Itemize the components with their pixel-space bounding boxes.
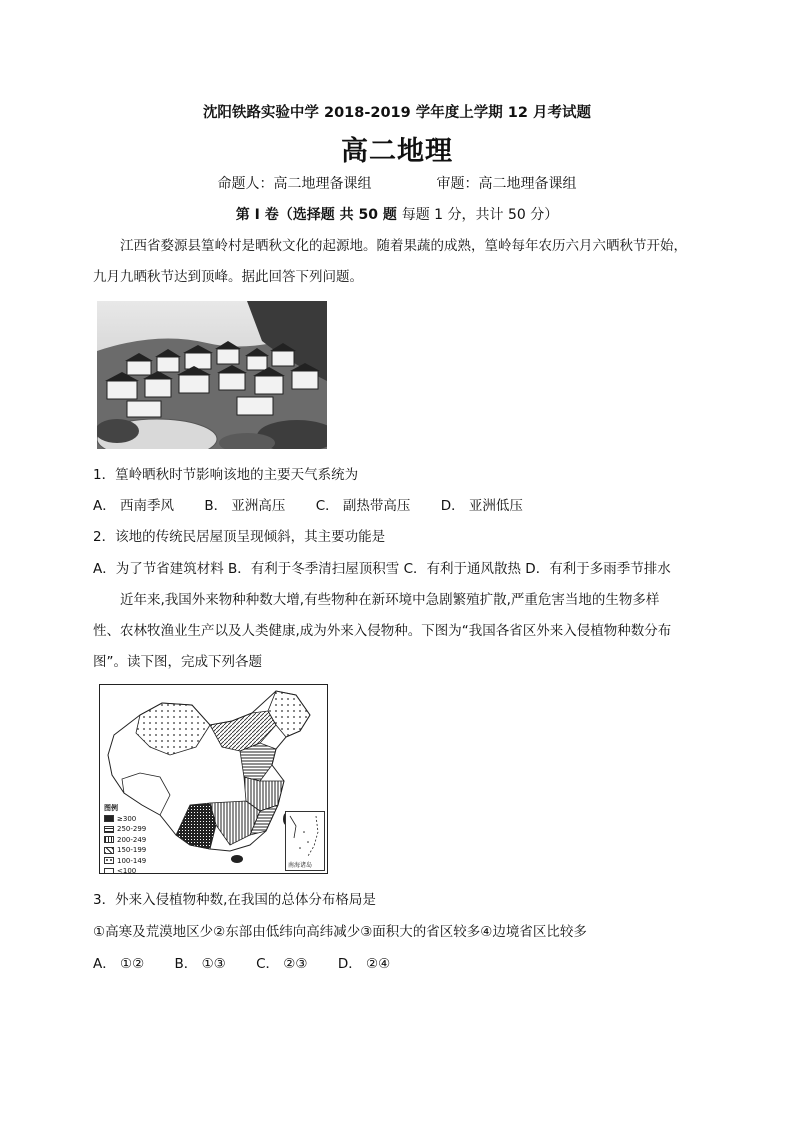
q1-option-a[interactable]: A． 西南季风 xyxy=(93,498,175,514)
school-exam-title: 沈阳铁路实验中学 2018-2019 学年度上学期 12 月考试题 xyxy=(202,105,592,121)
question-2-options[interactable]: A．为了节省建筑材料 B．有利于冬季清扫屋顶积雪 C．有利于通风散热 D．有利于多雨季节排水 xyxy=(93,561,671,577)
reviewer-text: 审题：高二地理备课组 xyxy=(436,176,577,192)
question-1-stem: 1．篁岭晒秋时节影响该地的主要天气系统为 xyxy=(93,467,359,483)
question-3-statements: ①高寒及荒漠地区少②东部由低纬向高纬减少③面积大的省区较多④边境省区比较多 xyxy=(93,924,587,940)
q3-option-b[interactable]: B． ①③ xyxy=(174,956,226,972)
legend-title: 图例 xyxy=(104,804,118,812)
q3-option-a[interactable]: A． ①② xyxy=(93,956,145,972)
passage2-line2: 性、农林牧渔业生产以及人类健康,成为外来入侵物种。下图为“我国各省区外来入侵植物种数分布 xyxy=(93,623,672,639)
q1-option-c[interactable]: C． 副热带高压 xyxy=(315,498,411,514)
legend-item: 150-199 xyxy=(104,845,146,856)
question-3-options xyxy=(93,954,416,974)
map-legend xyxy=(104,803,146,874)
q1-option-b[interactable]: B． 亚洲高压 xyxy=(204,498,286,514)
section-heading-text: 第 I 卷（选择题 共 50 题 xyxy=(235,207,397,223)
passage2-line1: 近年来,我国外来物种种数大增,有些物种在新环境中急剧繁殖扩散,严重危害当地的生物多样 xyxy=(120,592,660,608)
village-photo xyxy=(97,301,327,449)
legend-item: <100 xyxy=(104,866,146,874)
passage2-line3: 图”。读下图，完成下列各题 xyxy=(93,654,262,670)
author-line xyxy=(0,173,794,193)
legend-item: ≥300 xyxy=(104,814,146,825)
south-china-sea-inset xyxy=(285,811,325,871)
section-heading xyxy=(0,204,794,224)
author-text: 命题人：高二地理备课组 xyxy=(217,176,372,192)
legend-item: 250-299 xyxy=(104,824,146,835)
passage1-line1: 江西省婺源县篁岭村是晒秋文化的起源地。随着果蔬的成熟，篁岭每年农历六月六晒秋节开始， xyxy=(120,238,687,254)
china-invasive-plant-map xyxy=(99,684,328,874)
legend-item: 100-149 xyxy=(104,856,146,867)
legend-item: 200-249 xyxy=(104,835,146,846)
section-note: 每题 1 分，共计 50 分） xyxy=(401,207,559,223)
question-3-stem: 3．外来入侵植物种数,在我国的总体分布格局是 xyxy=(93,892,376,908)
question-2-stem: 2．该地的传统民居屋顶呈现倾斜，其主要功能是 xyxy=(93,529,386,545)
q3-option-c[interactable]: C． ②③ xyxy=(256,956,308,972)
subject-title: 高二地理 xyxy=(341,136,453,167)
inset-label: 南海诸岛 xyxy=(288,862,313,869)
q3-option-d[interactable]: D． ②④ xyxy=(337,956,391,972)
question-1-options xyxy=(93,496,549,516)
q1-option-d[interactable]: D． 亚洲低压 xyxy=(440,498,523,514)
passage1-line2: 九月九晒秋节达到顶峰。据此回答下列问题。 xyxy=(93,269,363,285)
